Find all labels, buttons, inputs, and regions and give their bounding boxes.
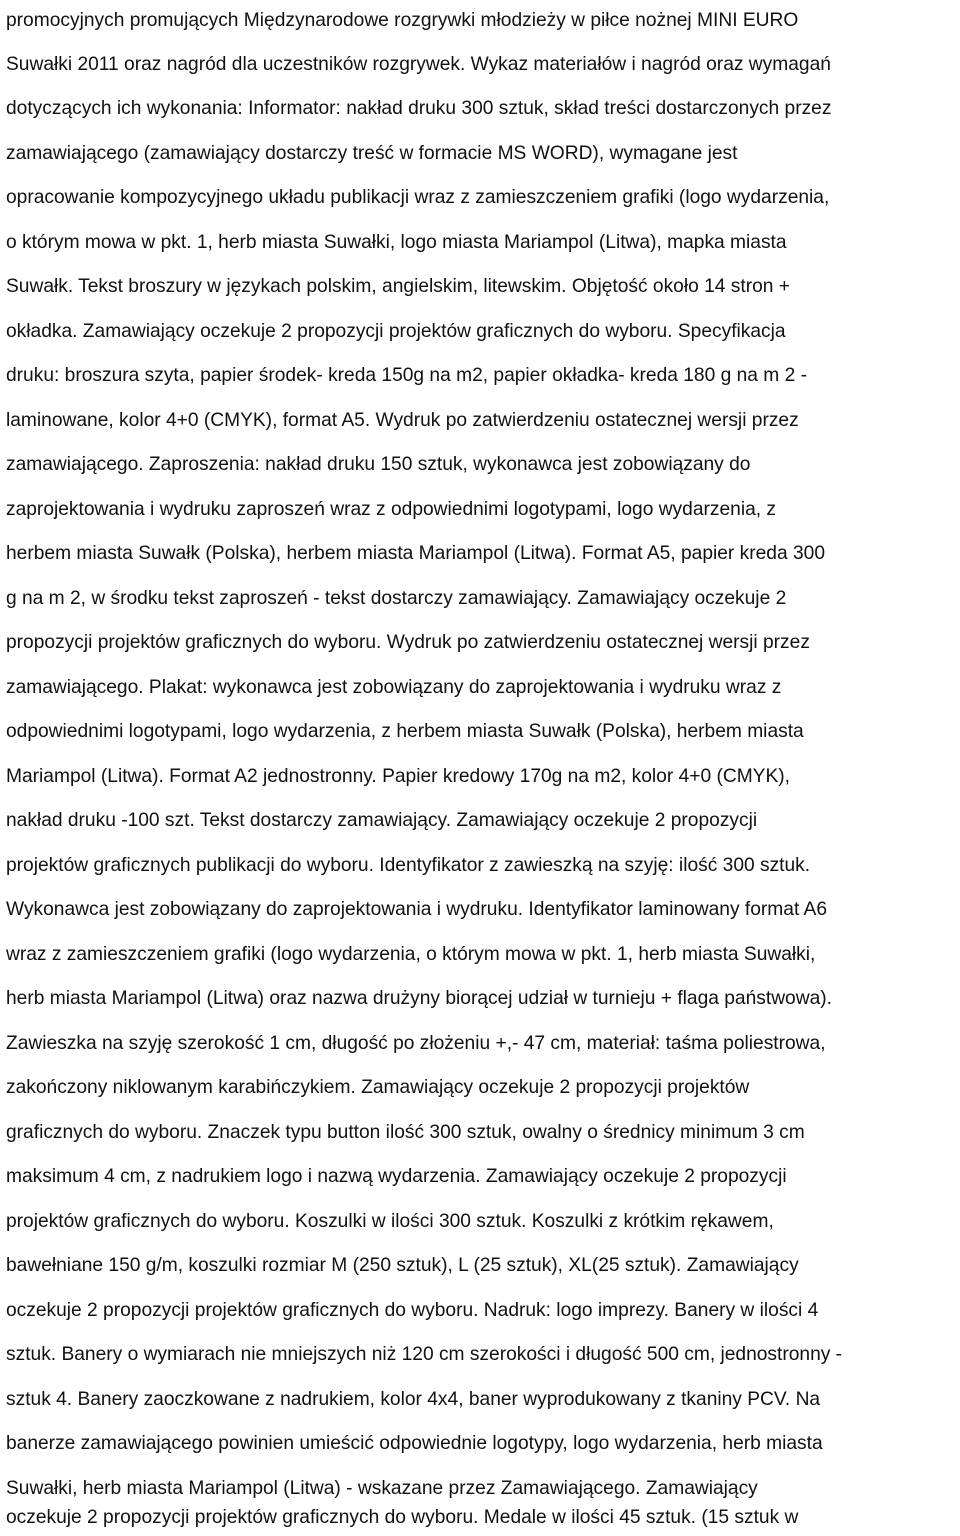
text-line: oczekuje 2 propozycji projektów graficznych do wyboru. Nadruk: logo imprezy. Banery w ilości 4 [6, 1300, 819, 1321]
text-line: Suwałk. Tekst broszury w językach polskim, angielskim, litewskim. Objętość około 14 stron + [6, 276, 790, 297]
text-line: Zawieszka na szyję szerokość 1 cm, długość po złożeniu +,- 47 cm, materiał: taśma poliestrowa, [6, 1033, 826, 1054]
text-line: o którym mowa w pkt. 1, herb miasta Suwałki, logo miasta Mariampol (Litwa), mapka miasta [6, 232, 787, 253]
text-line: nakład druku -100 szt. Tekst dostarczy zamawiający. Zamawiający oczekuje 2 propozycji [6, 810, 758, 831]
text-line: Suwałki 2011 oraz nagród dla uczestników rozgrywek. Wykaz materiałów i nagród oraz wymagań [6, 54, 831, 75]
text-line: herbem miasta Suwałk (Polska), herbem miasta Mariampol (Litwa). Format A5, papier kreda 300 [6, 543, 825, 564]
text-line: promocyjnych promujących Międzynarodowe rozgrywki młodzieży w piłce nożnej MINI EURO [6, 10, 799, 31]
text-line: propozycji projektów graficznych do wyboru. Wydruk po zatwierdzeniu ostatecznej wersji przez [6, 632, 810, 653]
text-line: Wykonawca jest zobowiązany do zaprojektowania i wydruku. Identyfikator laminowany format A6 [6, 899, 828, 920]
text-line: sztuk 4. Banery zaoczkowane z nadrukiem, kolor 4x4, baner wyprodukowany z tkaniny PCV. Na [6, 1389, 821, 1410]
text-line: Mariampol (Litwa). Format A2 jednostronny. Papier kredowy 170g na m2, kolor 4+0 (CMYK), [6, 766, 790, 787]
text-line: projektów graficznych do wyboru. Koszulki w ilości 300 sztuk. Koszulki z krótkim rękawem, [6, 1211, 774, 1232]
text-line: druku: broszura szyta, papier środek- kreda 150g na m2, papier okładka- kreda 180 g na m 2 - [6, 365, 807, 386]
text-line: zaprojektowania i wydruku zaproszeń wraz z odpowiednimi logotypami, logo wydarzenia, z [6, 499, 777, 520]
text-line: graficznych do wyboru. Znaczek typu button ilość 300 sztuk, owalny o średnicy minimum 3 cm [6, 1122, 805, 1143]
text-line: zamawiającego. Zaproszenia: nakład druku 150 sztuk, wykonawca jest zobowiązany do [6, 454, 751, 475]
text-line: herb miasta Mariampol (Litwa) oraz nazwa drużyny biorącej udział w turnieju + flaga państwowa). [6, 988, 832, 1009]
text-line: zamawiającego (zamawiający dostarczy treść w formacie MS WORD), wymagane jest [6, 143, 738, 164]
text-line: wraz z zamieszczeniem grafiki (logo wydarzenia, o którym mowa w pkt. 1, herb miasta Suwałki, [6, 944, 816, 965]
text-line: zakończony niklowanym karabińczykiem. Zamawiający oczekuje 2 propozycji projektów [6, 1077, 750, 1098]
text-line: laminowane, kolor 4+0 (CMYK), format A5. Wydruk po zatwierdzeniu ostatecznej wersji przez [6, 410, 799, 431]
text-line: sztuk. Banery o wymiarach nie mniejszych niż 120 cm szerokości i długość 500 cm, jednostronny - [6, 1344, 843, 1365]
text-line: oczekuje 2 propozycji projektów graficznych do wyboru. Medale w ilości 45 sztuk. (15 sztuk w [6, 1507, 799, 1528]
text-line: g na m 2, w środku tekst zaproszeń - tekst dostarczy zamawiający. Zamawiający oczekuje 2 [6, 588, 787, 609]
text-line: opracowanie kompozycyjnego układu publikacji wraz z zamieszczeniem grafiki (logo wydarzenia, [6, 187, 830, 208]
text-line: odpowiednimi logotypami, logo wydarzenia, z herbem miasta Suwałk (Polska), herbem miasta [6, 721, 804, 742]
text-line: zamawiającego. Plakat: wykonawca jest zobowiązany do zaprojektowania i wydruku wraz z [6, 677, 782, 698]
text-line: Suwałki, herb miasta Mariampol (Litwa) - wskazane przez Zamawiającego. Zamawiający [6, 1478, 758, 1499]
text-line: okładka. Zamawiający oczekuje 2 propozycji projektów graficznych do wyboru. Specyfikacja [6, 321, 786, 342]
text-line: bawełniane 150 g/m, koszulki rozmiar M (250 sztuk), L (25 sztuk), XL(25 sztuk). Zamawiający [6, 1255, 799, 1276]
text-line: maksimum 4 cm, z nadrukiem logo i nazwą wydarzenia. Zamawiający oczekuje 2 propozycji [6, 1166, 787, 1187]
text-line: projektów graficznych publikacji do wyboru. Identyfikator z zawieszką na szyję: ilość 300 sztuk. [6, 855, 811, 876]
text-line: banerze zamawiającego powinien umieścić odpowiednie logotypy, logo wydarzenia, herb miasta [6, 1433, 823, 1454]
text-line: dotyczących ich wykonania: Informator: nakład druku 300 sztuk, skład treści dostarczonych przez [6, 98, 832, 119]
